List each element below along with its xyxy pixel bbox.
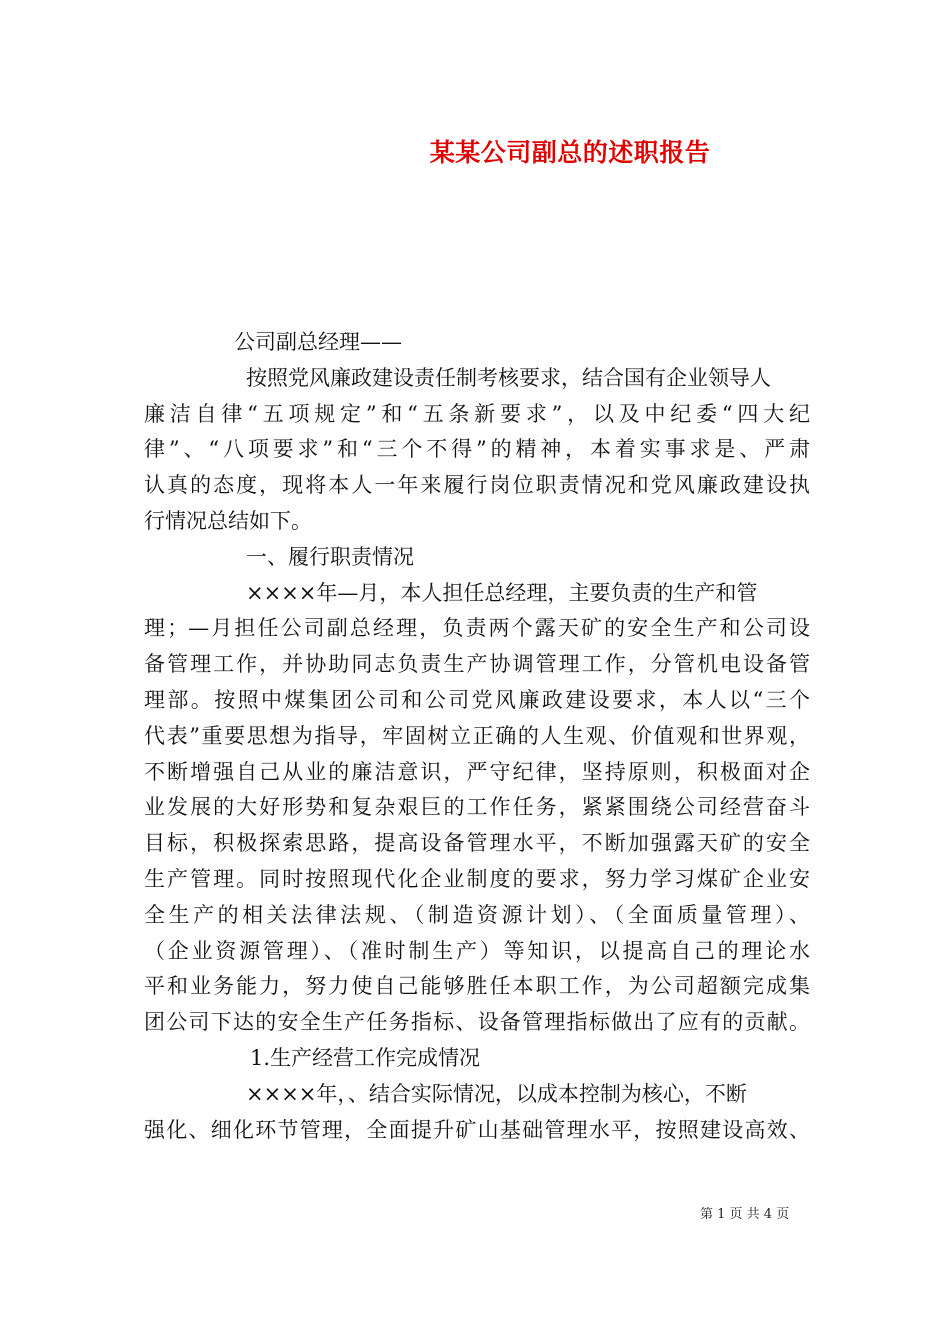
text-line: 行情况总结如下。 (144, 508, 312, 533)
text-line: ××××年，、结合实际情况，以成本控制为核心，不断 (246, 1081, 747, 1106)
text-line: ××××年—月，本人担任总经理，主要负责的生产和管 (246, 580, 758, 605)
text-line: 业发展的大好形势和复杂艰巨的工作任务，紧紧围绕公司经营奋斗 (144, 795, 810, 820)
text-line: 生产管理。同时按照现代化企业制度的要求，努力学习煤矿企业安 (144, 866, 810, 891)
text-line: 目标，积极探索思路，提高设备管理水平，不断加强露天矿的安全 (144, 831, 810, 856)
text-line: 强化、细化环节管理，全面提升矿山基础管理水平，按照建设高效、 (144, 1117, 810, 1142)
text-line: 团公司下达的安全生产任务指标、设备管理指标做出了应有的贡献。 (144, 1010, 810, 1035)
document-body (144, 325, 810, 1148)
text-line: 按照党风廉政建设责任制考核要求，结合国有企业领导人 (246, 365, 771, 390)
text-line: 理；—月担任公司副总经理，负责两个露天矿的安全生产和公司设 (144, 616, 810, 641)
text-line: 平和业务能力，努力使自己能够胜任本职工作，为公司超额完成集 (144, 974, 810, 999)
document-title: 某某公司副总的述职报告 (429, 138, 711, 167)
text-line: 廉洁自律“五项规定”和“五条新要求”，以及中纪委“四大纪 (144, 401, 810, 426)
text-line: 律”、“八项要求”和“三个不得”的精神，本着实事求是、严肃 (144, 437, 810, 462)
text-line: 认真的态度，现将本人一年来履行岗位职责情况和党风廉政建设执 (144, 473, 810, 498)
page-number: 第 1 页 共 4 页 (700, 1207, 790, 1222)
text-line: 理部。按照中煤集团公司和公司党风廉政建设要求，本人以“三个 (144, 687, 810, 712)
text-line: （企业资源管理）、（准时制生产）等知识，以提高自己的理论水 (144, 938, 810, 963)
text-line: 代表”重要思想为指导，牢固树立正确的人生观、价值观和世界观， (144, 723, 810, 748)
salutation-line: 公司副总经理—— (234, 330, 402, 354)
text-line: 备管理工作，并协助同志负责生产协调管理工作，分管机电设备管 (144, 652, 810, 677)
subsection-heading: 1.生产经营工作完成情况 (250, 1045, 481, 1070)
text-line: 全生产的相关法律法规、（制造资源计划）、（全面质量管理）、 (144, 902, 810, 927)
text-line: 不断增强自己从业的廉洁意识，严守纪律，坚持原则，积极面对企 (144, 759, 810, 784)
section-heading: 一、履行职责情况 (246, 544, 414, 569)
